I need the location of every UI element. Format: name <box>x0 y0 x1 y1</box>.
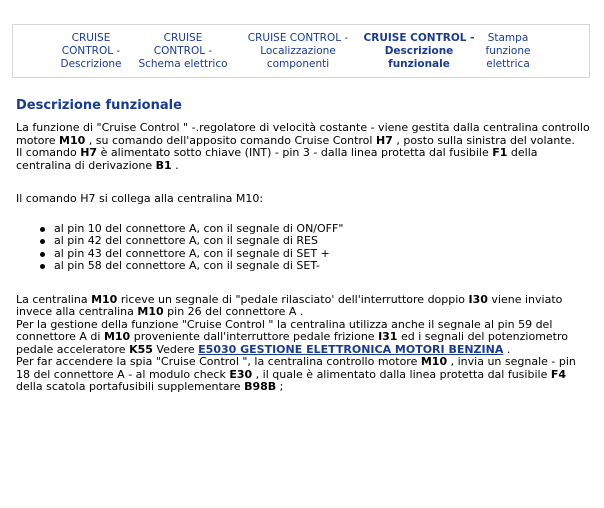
tab-line: Stampa <box>487 32 529 44</box>
text: . <box>503 342 511 356</box>
component-code: B98B <box>244 380 277 393</box>
tab-cruise-control-descrizione[interactable] <box>51 32 131 71</box>
text: La funzione di "Cruise Control " -.regolatore di velocità costante - viene gestita dalla centralina controllo motore <box>16 121 590 147</box>
text: , invia un segnale - pin 18 del connettore A - al modulo check <box>16 355 576 381</box>
tab-line: CONTROL - <box>61 45 121 57</box>
text: , su comando dell'apposito comando Cruise Control <box>85 133 376 147</box>
bullet-icon <box>40 264 45 269</box>
tab-cruise-control-schema-elettrico[interactable] <box>133 32 233 71</box>
component-code: I31 <box>378 330 398 343</box>
list-item <box>16 260 592 273</box>
component-code: K55 <box>129 342 153 356</box>
component-code: F1 <box>492 146 508 159</box>
tab-stampa-funzione-elettrica[interactable] <box>477 32 539 71</box>
text: , il quale è alimentato dalla linea protetta dal fusibile <box>252 367 551 381</box>
tab-line: CONTROL - <box>153 45 213 57</box>
tab-line: CRUISE <box>71 32 111 44</box>
text: Vedere <box>152 342 199 356</box>
text: pin 26 del connettore A . <box>163 305 304 318</box>
text: . <box>171 158 179 172</box>
bullet-icon <box>40 252 45 257</box>
page-title: Descrizione funzionale <box>16 98 182 113</box>
component-code: F4 <box>550 367 567 381</box>
component-code: E30 <box>229 367 253 381</box>
tab-cruise-control-descrizione-funzionale[interactable] <box>363 32 475 71</box>
main-content <box>16 97 592 394</box>
tab-line: CRUISE CONTROL - <box>247 32 349 44</box>
tab-line: elettrica <box>486 58 530 70</box>
tab-line: funzione <box>485 45 531 57</box>
list-item-text: al pin 58 del connettore A, con il segnale di SET- <box>54 259 321 272</box>
text: Il comando <box>16 146 81 159</box>
tab-line: componenti <box>266 58 330 70</box>
text: proveniente dall'interruttore pedale frizione <box>130 330 379 343</box>
tab-line: CRUISE CONTROL - <box>363 32 475 44</box>
component-code: B1 <box>155 158 172 172</box>
text: è alimentato sotto chiave (INT) - pin 3 - dalla linea protetta dal fusibile <box>97 146 493 159</box>
component-code: M10 <box>59 133 86 147</box>
text: Per far accendere la spia "Cruise Control ", la centralina controllo motore <box>16 355 421 368</box>
text: La centralina <box>16 292 92 306</box>
component-code: M10 <box>137 305 164 318</box>
text: della centralina di derivazione <box>16 146 538 172</box>
text: viene inviato invece alla centralina <box>16 292 563 318</box>
paragraph-6 <box>16 356 592 394</box>
list-item-text: al pin 10 del connettore A, con il segnale di ON/OFF" <box>54 221 344 235</box>
component-code: H7 <box>80 146 98 159</box>
bullet-icon <box>40 227 45 232</box>
component-code: M10 <box>91 292 118 306</box>
tab-line: Schema elettrico <box>138 58 228 70</box>
bullet-icon <box>40 239 45 244</box>
paragraph-2 <box>16 147 592 172</box>
tab-line: Descrizione <box>60 58 122 70</box>
component-code: M10 <box>420 355 448 368</box>
tab-line: Descrizione <box>384 45 454 57</box>
paragraph-3: Il comando H7 si collega alla centralina M10: <box>16 192 264 205</box>
text: Per la gestione della funzione "Cruise Control " la centralina utilizza anche il segnale al pin 59 del connettore A di <box>16 317 553 343</box>
component-code: H7 <box>375 133 393 147</box>
text: della scatola portafusibili supplementare <box>16 380 245 393</box>
tab-cruise-control-localizzazione[interactable] <box>239 32 357 71</box>
component-code: M10 <box>103 330 131 343</box>
text: riceve un segnale di "pedale rilasciato' dell'interruttore doppio <box>117 292 469 306</box>
text: ; <box>276 380 284 393</box>
paragraph-4 <box>16 294 592 319</box>
nav-bar <box>12 24 590 78</box>
list-item-text: al pin 43 del connettore A, con il segnale di SET + <box>54 246 330 260</box>
tab-line: Localizzazione <box>260 45 336 57</box>
text: ed i segnali del potenziometro pedale acceleratore <box>16 330 569 356</box>
list-item-text: al pin 42 del connettore A, con il segnale di RES <box>54 234 318 247</box>
tab-line: funzionale <box>388 58 450 70</box>
text: , posto sulla sinistra del volante. <box>392 133 575 147</box>
paragraph-5 <box>16 319 592 357</box>
tab-line: CRUISE <box>163 32 203 44</box>
pin-list <box>16 223 592 273</box>
component-code: I30 <box>468 292 488 306</box>
paragraph-1 <box>16 122 592 147</box>
link-gestione-elettronica-motori[interactable]: E5030 GESTIONE ELETTRONICA MOTORI BENZINA <box>198 342 504 356</box>
